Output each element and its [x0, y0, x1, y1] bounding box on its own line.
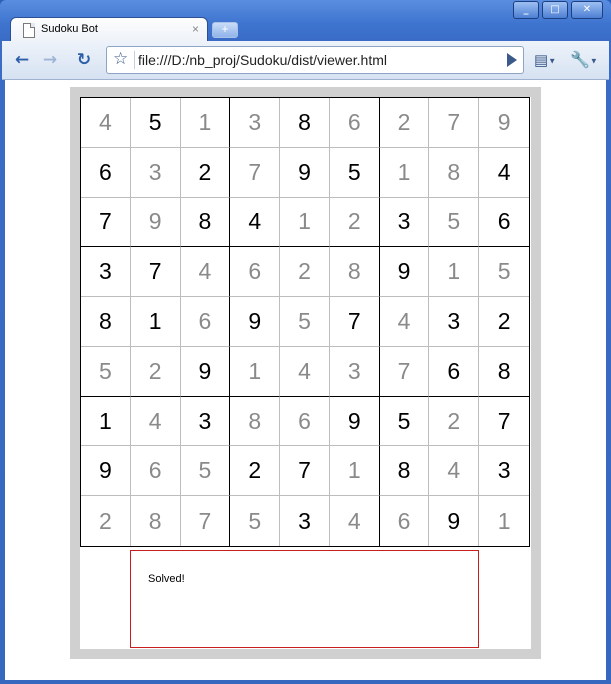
sudoku-cell: 5 [280, 297, 330, 347]
sudoku-cell: 7 [380, 347, 430, 397]
sudoku-cell: 1 [280, 198, 330, 248]
sudoku-cell: 2 [131, 347, 181, 397]
sudoku-cell: 5 [131, 98, 181, 148]
sudoku-cell: 4 [330, 496, 380, 546]
sudoku-cell: 2 [230, 446, 280, 496]
star-icon[interactable]: ☆ [113, 49, 129, 68]
wrench-icon[interactable]: 🔧▼ [570, 52, 598, 69]
sudoku-cell: 8 [131, 496, 181, 546]
sudoku-grid [80, 97, 530, 547]
new-tab-button[interactable]: + [212, 22, 238, 38]
sudoku-cell: 4 [81, 98, 131, 148]
sudoku-cell: 8 [429, 148, 479, 198]
sudoku-cell: 9 [429, 496, 479, 546]
sudoku-cell: 7 [131, 247, 181, 297]
sudoku-cell: 3 [330, 347, 380, 397]
sudoku-cell: 6 [230, 247, 280, 297]
sudoku-cell: 9 [330, 397, 380, 447]
sudoku-cell: 9 [280, 148, 330, 198]
sudoku-cell: 2 [330, 198, 380, 248]
sudoku-cell: 9 [131, 198, 181, 248]
sudoku-cell: 1 [380, 148, 430, 198]
sudoku-cell: 9 [181, 347, 231, 397]
sudoku-cell: 6 [81, 148, 131, 198]
sudoku-cell: 8 [280, 98, 330, 148]
page-icon[interactable]: ▤▼ [534, 52, 557, 69]
url-text[interactable]: file:///D:/nb_proj/Sudoku/dist/viewer.html [138, 52, 388, 68]
sudoku-cell: 2 [479, 297, 529, 347]
board-panel [80, 97, 531, 649]
page-viewport [5, 80, 606, 680]
toolbar [2, 41, 609, 80]
reload-icon[interactable]: ↻ [76, 50, 92, 70]
sudoku-cell: 1 [131, 297, 181, 347]
status-message: Solved! [148, 573, 185, 585]
minimize-button[interactable]: _ [513, 1, 539, 19]
sudoku-cell: 4 [479, 148, 529, 198]
go-icon[interactable] [507, 53, 517, 67]
board-frame [70, 87, 541, 659]
sudoku-cell: 6 [280, 397, 330, 447]
forward-icon[interactable]: → [42, 50, 58, 70]
sudoku-cell: 7 [230, 148, 280, 198]
sudoku-cell: 2 [81, 496, 131, 546]
sudoku-cell: 3 [429, 297, 479, 347]
sudoku-cell: 9 [81, 446, 131, 496]
tab-title: Sudoku Bot [41, 23, 98, 35]
sudoku-cell: 5 [380, 397, 430, 447]
sudoku-cell: 7 [280, 446, 330, 496]
sudoku-cell: 2 [429, 397, 479, 447]
sudoku-cell: 5 [230, 496, 280, 546]
tab-close-icon[interactable]: × [191, 22, 199, 36]
sudoku-cell: 1 [497, 507, 511, 534]
sudoku-cell: 3 [280, 496, 330, 546]
sudoku-cell: 1 [81, 397, 131, 447]
sudoku-cell: 6 [131, 446, 181, 496]
sudoku-cell: 8 [81, 297, 131, 347]
sudoku-cell: 1 [181, 98, 231, 148]
sudoku-cell: 9 [380, 247, 430, 297]
sudoku-cell: 6 [330, 98, 380, 148]
sudoku-cell: 4 [429, 446, 479, 496]
document-icon [23, 23, 35, 38]
maximize-button[interactable]: □ [542, 1, 568, 19]
sudoku-cell: 3 [131, 148, 181, 198]
back-icon[interactable]: ← [14, 50, 30, 70]
sudoku-cell: 9 [230, 297, 280, 347]
sudoku-cell: 2 [280, 247, 330, 297]
sudoku-cell: 4 [380, 297, 430, 347]
sudoku-cell: 1 [429, 247, 479, 297]
sudoku-cell: 8 [181, 198, 231, 248]
sudoku-cell: 6 [181, 297, 231, 347]
sudoku-cell: 5 [181, 446, 231, 496]
sudoku-cell: 6 [429, 347, 479, 397]
sudoku-cell: 7 [429, 98, 479, 148]
sudoku-cell: 5 [330, 148, 380, 198]
sudoku-cell: 7 [81, 198, 131, 248]
sudoku-cell: 8 [479, 347, 529, 397]
status-box [130, 550, 479, 648]
sudoku-cell: 6 [380, 496, 430, 546]
sudoku-cell: 8 [330, 247, 380, 297]
sudoku-cell: 4 [230, 198, 280, 248]
sudoku-cell: 2 [380, 98, 430, 148]
sudoku-cell: 3 [230, 98, 280, 148]
sudoku-cell: 5 [81, 347, 131, 397]
sudoku-cell: 5 [479, 247, 529, 297]
sudoku-cell: 1 [230, 347, 280, 397]
sudoku-cell: 3 [380, 198, 430, 248]
address-bar[interactable] [106, 46, 524, 74]
omnibox-divider [134, 51, 135, 69]
sudoku-cell: 8 [230, 397, 280, 447]
window-controls [513, 1, 603, 19]
tab-sudoku-bot[interactable] [10, 17, 208, 42]
sudoku-cell: 6 [479, 198, 529, 248]
sudoku-cell: 5 [429, 198, 479, 248]
close-window-button[interactable]: ✕ [571, 1, 603, 19]
sudoku-cell: 3 [479, 446, 529, 496]
sudoku-cell: 3 [81, 247, 131, 297]
sudoku-cell: 7 [330, 297, 380, 347]
sudoku-cell: 9 [479, 98, 529, 148]
sudoku-cell: 2 [181, 148, 231, 198]
sudoku-cell: 7 [479, 397, 529, 447]
sudoku-cell: 4 [131, 397, 181, 447]
sudoku-cell: 4 [181, 247, 231, 297]
sudoku-cell: 4 [280, 347, 330, 397]
sudoku-cell: 1 [330, 446, 380, 496]
sudoku-cell: 8 [380, 446, 430, 496]
sudoku-cell: 3 [181, 397, 231, 447]
sudoku-cell: 7 [181, 496, 231, 546]
